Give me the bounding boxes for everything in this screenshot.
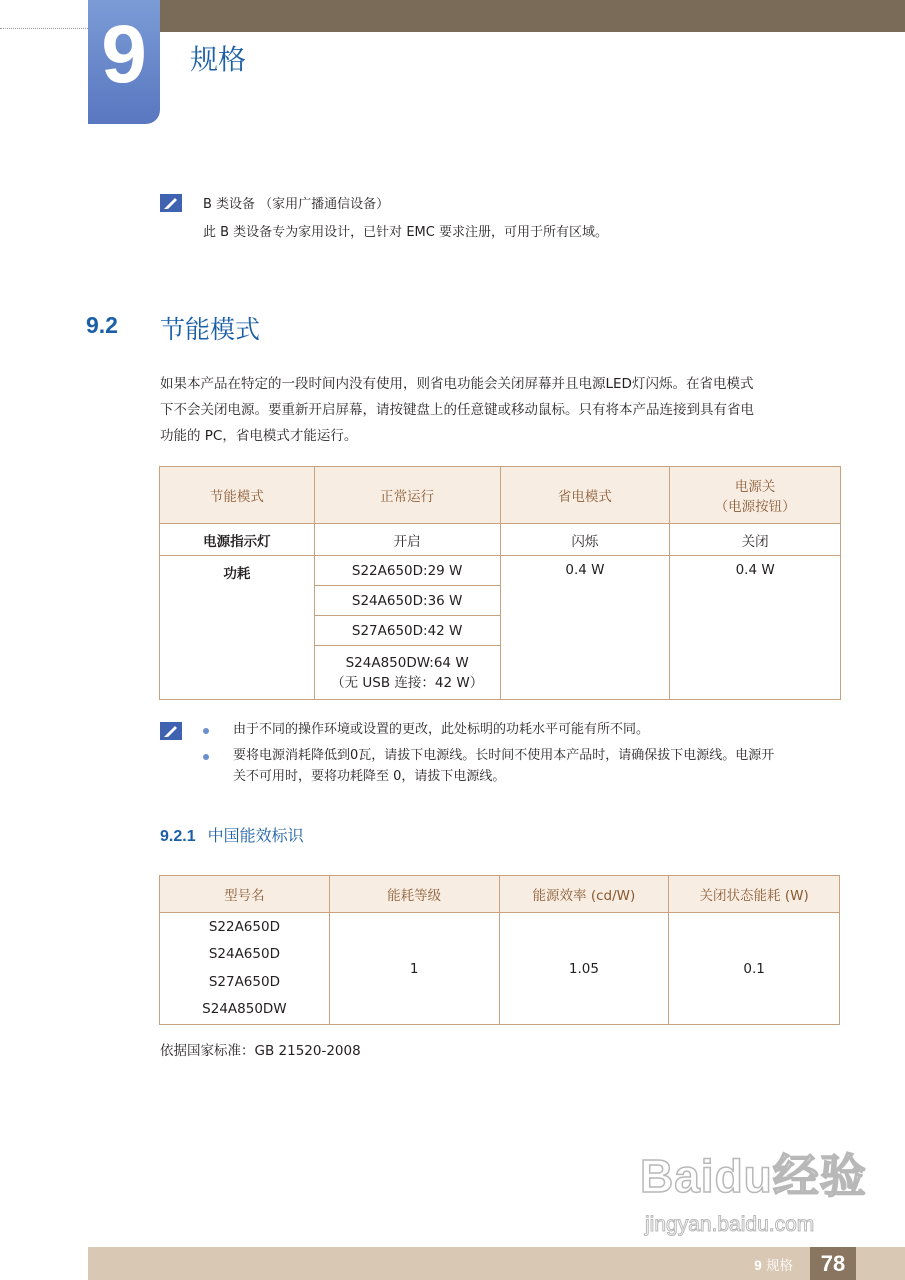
paragraph-line: 下不会关闭电源。要重新开启屏幕，请按键盘上的任意键或移动鼠标。只有将本产品连接到具有省电 (160, 402, 754, 418)
footer-chapter-label: 规格 (766, 1258, 793, 1274)
model-list-cell (160, 913, 330, 1025)
standard-note: 依据国家标准：GB 21520-2008 (160, 1043, 361, 1059)
note-bullet-2 (233, 745, 843, 787)
row-label: 电源指示灯 (160, 524, 315, 556)
section-paragraph (160, 371, 850, 449)
subsection-number: 9.2.1 (160, 828, 196, 845)
header-line: 电源关 (734, 479, 776, 495)
watermark-url: jingyan.baidu.com (645, 1213, 815, 1236)
power-saving-table (159, 466, 841, 700)
bullet-line: 要将电源消耗降低到0瓦，请拔下电源线。长时间不使用本产品时，请确保拔下电源线。电源开 (233, 748, 775, 763)
paragraph-line: 功能的 PC，省电模式才能运行。 (160, 428, 358, 444)
note-icon (160, 194, 182, 212)
table-cell: 1.05 (499, 913, 669, 1025)
table-row (160, 524, 841, 556)
header-cell: 型号名 (160, 876, 330, 913)
row-label: 功耗 (160, 556, 315, 700)
cell-line: S24A850DW:64 W (345, 654, 469, 671)
table-cell: 开启 (314, 524, 500, 556)
header-dotted-line (0, 28, 88, 29)
header-cell: 能耗等级 (329, 876, 499, 913)
table-cell: 关闭 (670, 524, 841, 556)
chapter-tab (88, 0, 160, 124)
header-cell: 正常运行 (314, 467, 500, 524)
footer-bar (88, 1247, 810, 1280)
table-row (160, 913, 840, 1025)
model-name: S27A650D (208, 973, 280, 990)
section-number: 9.2 (86, 312, 118, 338)
table-row (160, 556, 841, 586)
subsection-heading (160, 823, 304, 846)
model-name: S22A650D (208, 918, 280, 935)
footer-bar-end (856, 1247, 905, 1280)
table-cell: 0.1 (669, 913, 840, 1025)
table-header-row (160, 876, 840, 913)
chapter-title: 规格 (190, 43, 247, 76)
page-number: 78 (810, 1247, 856, 1280)
model-name: S24A650D (208, 946, 280, 962)
header-cell: 关闭状态能耗 (W) (669, 876, 840, 913)
header-bar (160, 0, 905, 32)
cell-line: （无 USB 连接：42 W） (331, 674, 484, 691)
table-cell: 0.4 W (500, 556, 670, 700)
table-cell (314, 646, 500, 700)
chapter-number: 9 (101, 9, 147, 100)
table-cell: 0.4 W (670, 556, 841, 700)
table-cell: S27A650D:42 W (314, 616, 500, 646)
footer-chapter-number: 9 (754, 1258, 762, 1273)
energy-efficiency-table (159, 875, 840, 1025)
table-header-row (160, 467, 841, 524)
header-cell: 能源效率 (cd/W) (499, 876, 669, 913)
note-class-b-text: 此 B 类设备专为家用设计，已针对 EMC 要求注册，可用于所有区域。 (203, 225, 608, 240)
table-cell: S24A650D:36 W (314, 586, 500, 616)
header-cell: 节能模式 (160, 467, 315, 524)
table-cell: 闪烁 (500, 524, 670, 556)
section-title: 节能模式 (160, 315, 261, 344)
note-bullet-1: 由于不同的操作环境或设置的更改，此处标明的功耗水平可能有所不同。 (233, 722, 650, 737)
watermark-logo: Baidu经验 (640, 1150, 867, 1202)
header-cell: 省电模式 (500, 467, 670, 524)
bullet-dot (203, 754, 209, 760)
table-cell: S22A650D:29 W (314, 556, 500, 586)
footer-chapter (754, 1254, 793, 1274)
model-name: S24A850DW (202, 1001, 287, 1017)
subsection-title: 中国能效标识 (207, 826, 304, 845)
paragraph-line: 如果本产品在特定的一段时间内没有使用，则省电功能会关闭屏幕并且电源LED灯闪烁。在省电模式 (160, 376, 754, 392)
table-cell: 1 (329, 913, 499, 1025)
note-class-b-title: B 类设备 （家用广播通信设备） (203, 197, 390, 212)
bullet-dot (203, 728, 209, 734)
header-cell (670, 467, 841, 524)
header-line: （电源按钮） (714, 499, 796, 515)
bullet-line: 关不可用时，要将功耗降至 0，请拔下电源线。 (233, 769, 506, 784)
note-icon (160, 722, 182, 740)
